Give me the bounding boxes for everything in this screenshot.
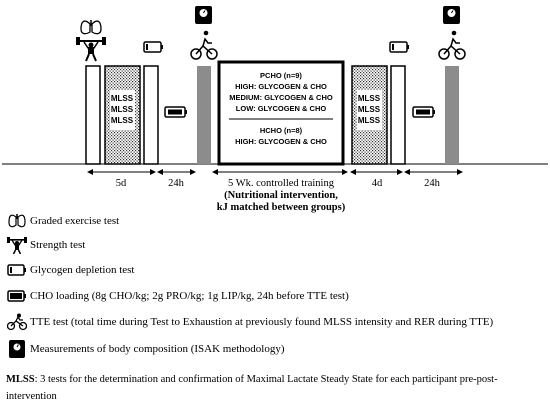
legend-text: Strength test [30, 239, 86, 251]
legend-text: Graded exercise test [30, 215, 120, 227]
cyclist-icon [191, 31, 217, 59]
mlss-label-post-2: MLSS [357, 105, 381, 114]
weightlifter-icon [76, 37, 106, 61]
legend-text: CHO loading (8g CHO/kg; 2g PRO/kg; 1g LIP/kg, 24h before TTE test) [30, 290, 349, 302]
mlss-footnote-label: MLSS [6, 374, 35, 385]
battery-empty-icon [6, 261, 28, 279]
mlss-label-post-1: MLSS [357, 94, 381, 103]
battery-full-icon [165, 107, 187, 117]
duration-5wk-note-2: kJ matched between groups) [216, 202, 346, 213]
pcho-title: PCHO (n=9) [260, 71, 302, 80]
legend-item-graded-exercise [6, 212, 119, 230]
mlss-label-post-3: MLSS [357, 116, 381, 125]
legend-text: TTE test (total time during Test to Exhaustion at previously found MLSS intensity and RER during TTE) [30, 316, 494, 328]
duration-5wk: 5 Wk. controlled training [228, 178, 334, 189]
graded-test-bar [86, 66, 100, 164]
lungs-icon [81, 20, 101, 34]
legend-text: Glycogen depletion test [30, 264, 135, 276]
duration-4d: 4d [371, 178, 383, 189]
legend-item-cho-loading [6, 287, 349, 305]
battery-full-icon [6, 287, 28, 305]
scale-icon [6, 340, 28, 358]
legend-item-glycogen-depletion [6, 261, 134, 279]
weightlifter-icon [6, 236, 28, 254]
cyclist-icon [439, 31, 465, 59]
battery-empty-icon [144, 42, 163, 52]
hcho-line-1: HIGH: GLYCOGEN & CHO [235, 137, 327, 146]
hcho-title: HCHO (n=8) [259, 126, 303, 135]
pcho-line-1: HIGH: GLYCOGEN & CHO [235, 82, 327, 91]
battery-empty-icon [390, 42, 409, 52]
mlss-label-pre-2: MLSS [110, 105, 134, 114]
legend-text: Measurements of body composition (ISAK methodology) [30, 343, 285, 355]
scale-icon [195, 6, 212, 24]
duration-5wk-note-1: (Nutritional intervention, [224, 190, 338, 201]
mlss-label-pre-1: MLSS [110, 94, 134, 103]
pcho-line-3: LOW: GLYCOGEN & CHO [235, 104, 327, 113]
duration-5d: 5d [115, 178, 127, 189]
mlss-label-pre-3: MLSS [110, 116, 134, 125]
legend-item-strength [6, 236, 85, 254]
duration-24h-pre: 24h [168, 178, 184, 189]
cyclist-icon [6, 313, 28, 331]
lungs-icon [6, 212, 28, 230]
duration-24h-post: 24h [424, 178, 440, 189]
battery-full-icon [413, 107, 435, 117]
tte-bar-post [445, 66, 459, 164]
mlss-footnote [6, 371, 546, 405]
mlss-footnote-text: : 3 tests for the determination and confirmation of Maximal Lactate Steady State for each participant pre-post-intervention [6, 374, 498, 402]
glycogen-depletion-bar-post [391, 66, 405, 164]
tte-bar-pre [197, 66, 211, 164]
pcho-line-2: MEDIUM: GLYCOGEN & CHO [229, 93, 333, 102]
legend-item-body-composition [6, 340, 285, 358]
glycogen-depletion-bar-pre [144, 66, 158, 164]
legend-item-tte [6, 313, 493, 331]
scale-icon [443, 6, 460, 24]
